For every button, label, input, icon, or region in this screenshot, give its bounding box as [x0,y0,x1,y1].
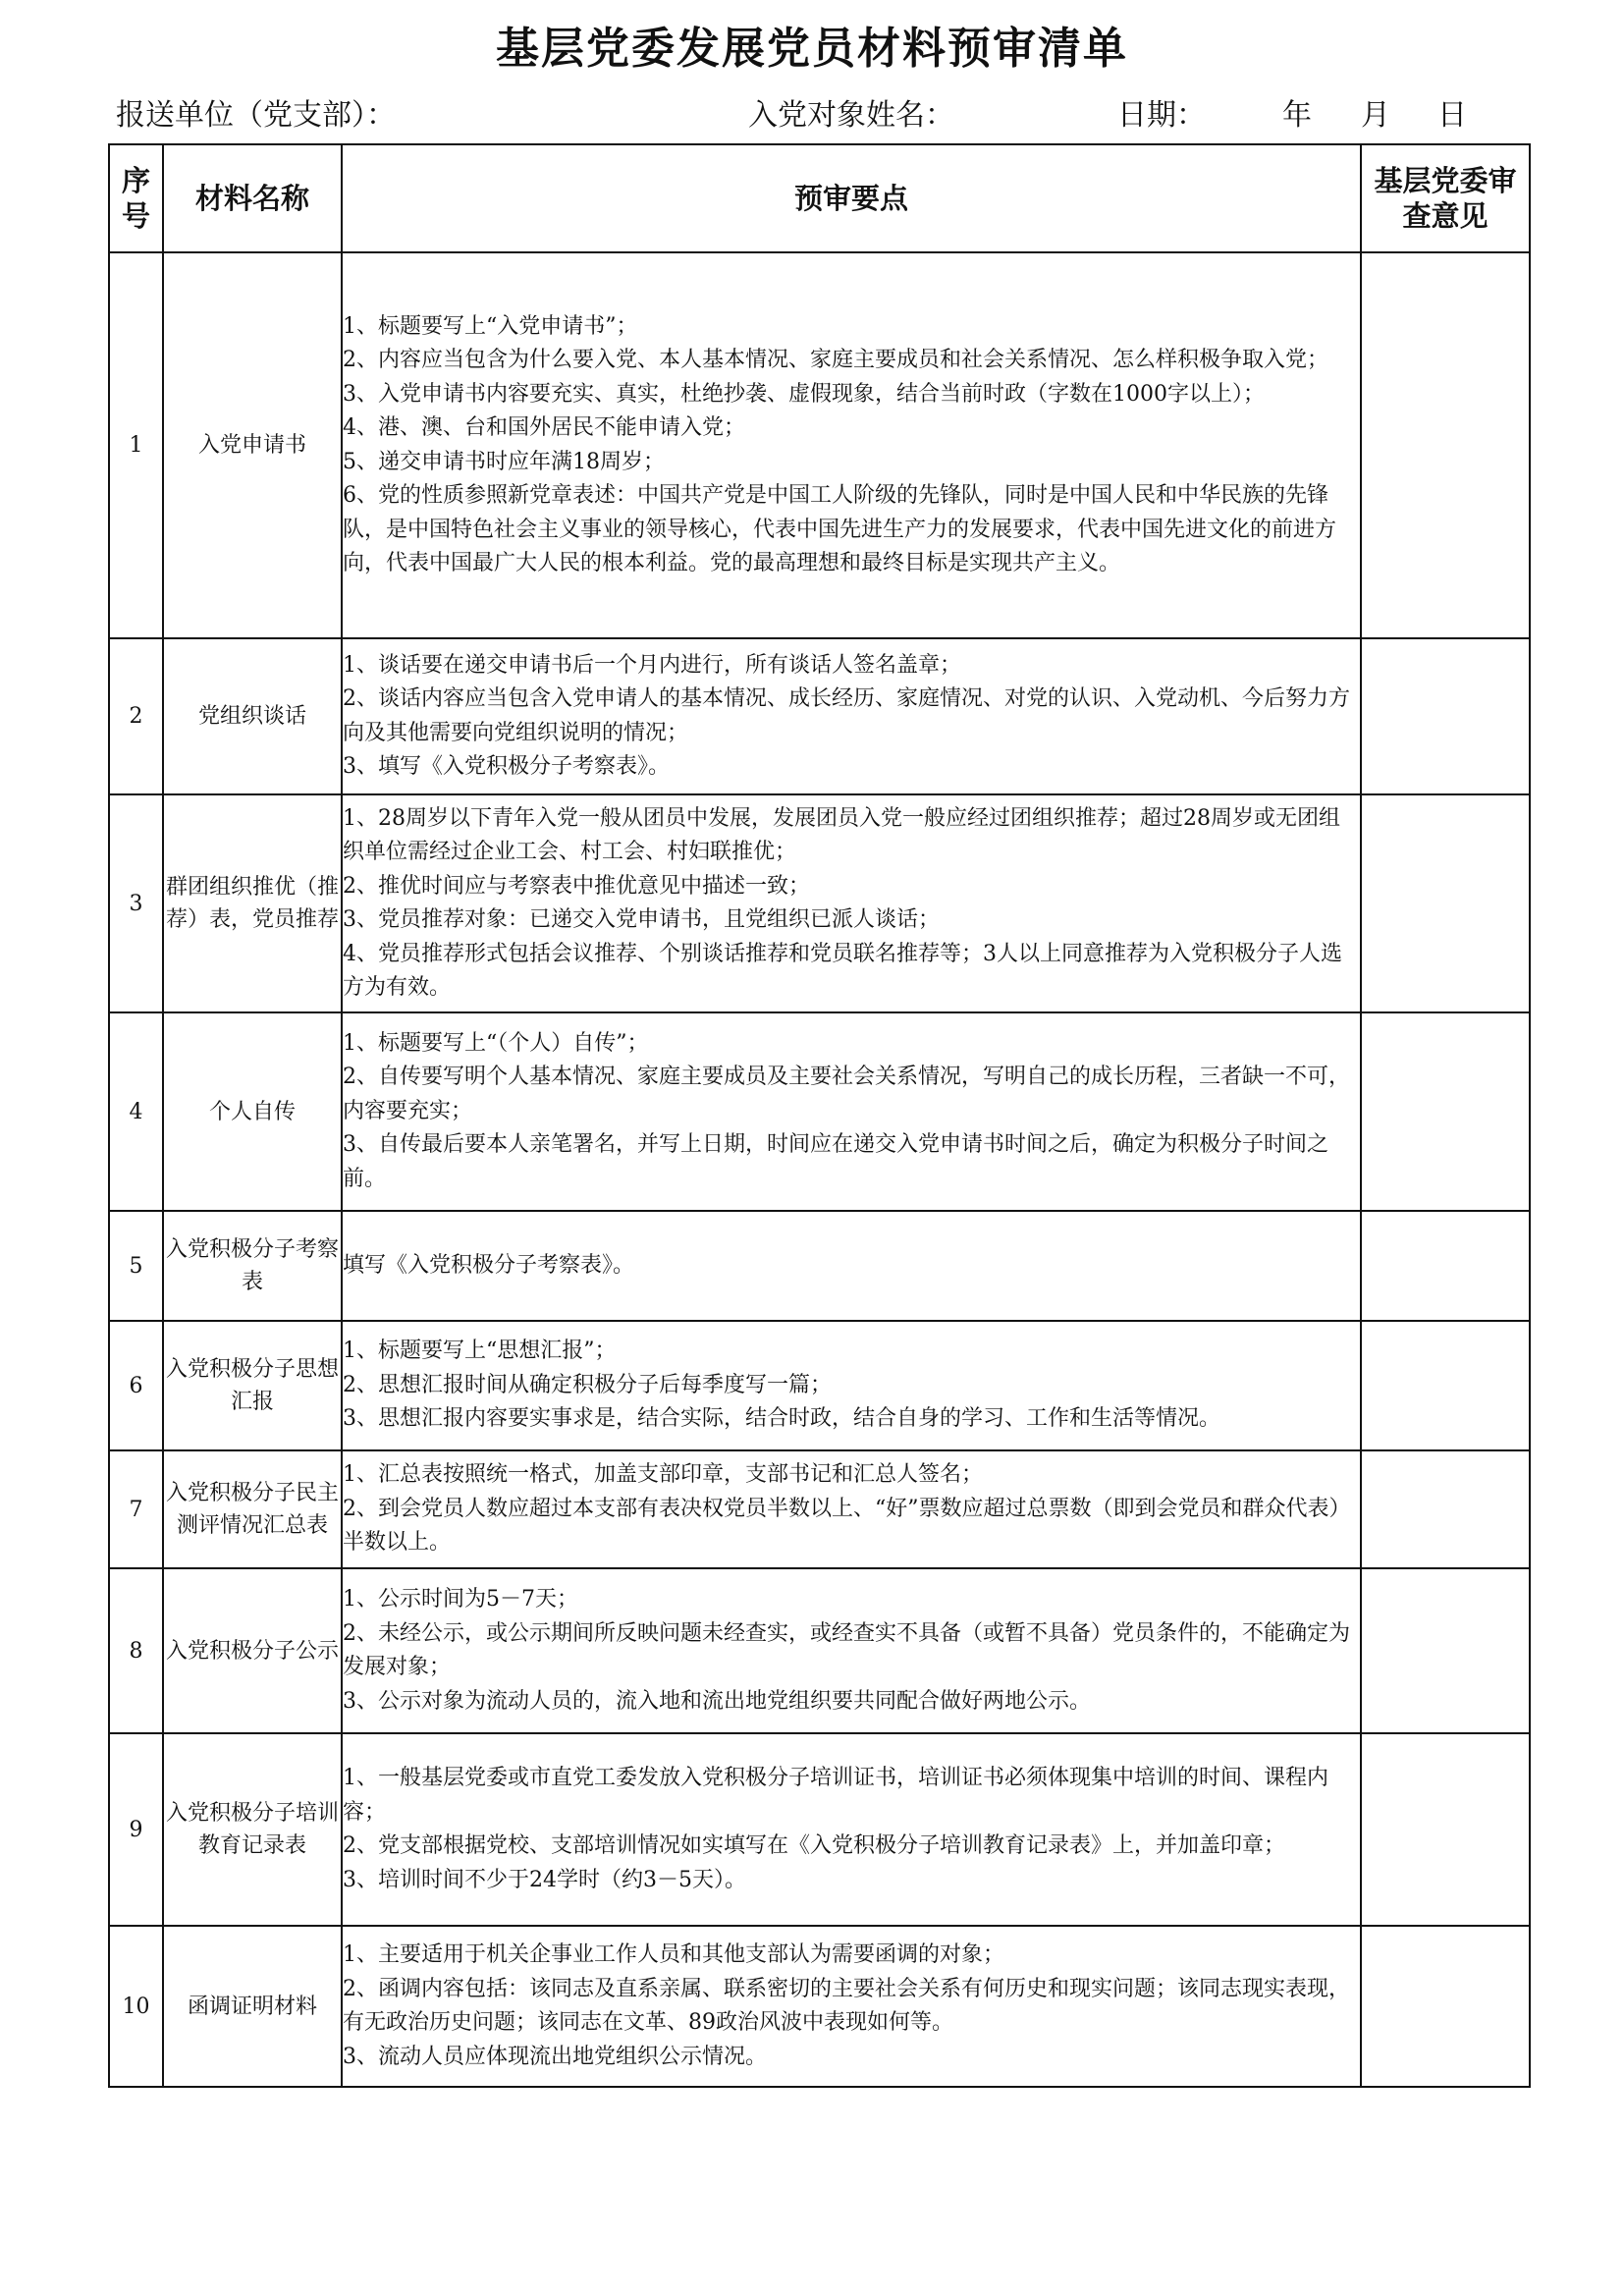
review-point-item: 2、自传要写明个人基本情况、家庭主要成员及主要社会关系情况，写明自己的成长历程，三者缺一不可，内容要充实； [343,1065,1351,1123]
review-points [342,794,1361,1012]
review-point-item: 1、公示时间为5－7天； [343,1587,578,1612]
review-points [342,1321,1361,1450]
review-point-item: 3、公示对象为流动人员的，流入地和流出地党组织要共同配合做好两地公示。 [343,1688,1091,1714]
committee-opinion-cell[interactable] [1361,638,1530,794]
row-number: 3 [109,794,163,1012]
committee-opinion-cell[interactable] [1361,1450,1530,1568]
candidate-name-label: 入党对象姓名： [748,98,954,133]
material-name: 入党积极分子公示 [163,1568,342,1733]
review-point-item: 1、标题要写上“（个人）自传”； [343,1030,649,1056]
table-header-row [109,144,1530,252]
table-row [109,1568,1530,1733]
review-points [342,1211,1361,1321]
material-name: 入党积极分子考察表 [163,1211,342,1321]
review-point-item: 1、标题要写上“入党申请书”； [343,313,638,339]
table-row [109,638,1530,794]
header-no: 序号 [109,144,163,252]
review-point-item: 6、党的性质参照新党章表述：中国共产党是中国工人阶级的先锋队，同时是中国人民和中华民族的先锋队，是中国特色社会主义事业的领导核心，代表中国先进生产力的发展要求，代表中国先进文化的前进方向，代表中国最广大人民的根本利益。党的最高理想和最终目标是实现共产主义。 [343,483,1337,575]
review-point-item: 3、填写《入党积极分子考察表》。 [343,754,670,779]
material-name: 入党积极分子培训教育记录表 [163,1733,342,1926]
table-row [109,1450,1530,1568]
review-point-item: 2、推优时间应与考察表中推优意见中描述一致； [343,873,810,899]
review-point-item: 3、流动人员应体现流出地党组织公示情况。 [343,2044,767,2069]
row-number: 7 [109,1450,163,1568]
review-points [342,1012,1361,1211]
day-label: 日 [1437,98,1467,133]
committee-opinion-cell[interactable] [1361,1211,1530,1321]
table-row [109,1012,1530,1211]
unit-label: 报送单位（党支部）： [116,98,396,133]
review-points [342,1568,1361,1733]
table-row [109,794,1530,1012]
row-number: 10 [109,1926,163,2087]
review-point-item: 2、党支部根据党校、支部培训情况如实填写在《入党积极分子培训教育记录表》上，并加盖印章； [343,1833,1286,1858]
review-point-item: 1、标题要写上“思想汇报”； [343,1339,617,1364]
review-point-item: 2、函调内容包括：该同志及直系亲属、联系密切的主要社会关系有何历史和现实问题；该同志现实表现，有无政治历史问题；该同志在文革、89政治风波中表现如何等。 [343,1976,1351,2035]
review-point-item: 4、港、澳、台和国外居民不能申请入党； [343,415,745,440]
review-point-item: 5、递交申请书时应年满18周岁； [343,449,665,474]
review-point-item: 2、未经公示，或公示期间所反映问题未经查实，或经查实不具备（或暂不具备）党员条件的，不能确定为发展对象； [343,1620,1351,1679]
material-name: 入党积极分子思想汇报 [163,1321,342,1450]
review-point-item: 1、主要适用于机关企事业工作人员和其他支部认为需要函调的对象； [343,1942,1004,1967]
header-material-name: 材料名称 [163,144,342,252]
month-label: 月 [1361,98,1390,133]
review-points [342,1450,1361,1568]
review-point-item: 3、自传最后要本人亲笔署名，并写上日期，时间应在递交入党申请书时间之后，确定为积极分子时间之前。 [343,1132,1329,1191]
review-point-item: 3、党员推荐对象：已递交入党申请书，且党组织已派人谈话； [343,907,940,932]
row-number: 9 [109,1733,163,1926]
review-point-item: 3、培训时间不少于24学时（约3－5天）。 [343,1867,746,1892]
material-name: 入党申请书 [163,252,342,638]
material-name: 函调证明材料 [163,1926,342,2087]
review-point-item: 1、汇总表按照统一格式，加盖支部印章，支部书记和汇总人签名； [343,1462,983,1488]
material-name: 群团组织推优（推荐）表，党员推荐 [163,794,342,1012]
row-number: 1 [109,252,163,638]
committee-opinion-cell[interactable] [1361,1568,1530,1733]
review-points [342,1926,1361,2087]
committee-opinion-cell[interactable] [1361,1321,1530,1450]
committee-opinion-cell[interactable] [1361,1926,1530,2087]
year-label: 年 [1282,98,1312,133]
review-point-item: 4、党员推荐形式包括会议推荐、个别谈话推荐和党员联名推荐等；3人以上同意推荐为入党积极分子人选方为有效。 [343,941,1342,1000]
row-number: 8 [109,1568,163,1733]
review-point-item: 2、思想汇报时间从确定积极分子后每季度写一篇； [343,1372,832,1397]
header-committee-opinion: 基层党委审查意见 [1361,144,1530,252]
material-name: 入党积极分子民主测评情况汇总表 [163,1450,342,1568]
review-point-item: 2、谈话内容应当包含入党申请人的基本情况、成长经历、家庭情况、对党的认识、入党动机、今后努力方向及其他需要向党组织说明的情况； [343,686,1351,745]
review-point-item: 3、思想汇报内容要实事求是，结合实际，结合时政，结合自身的学习、工作和生活等情况。 [343,1406,1221,1432]
table-row [109,1321,1530,1450]
review-point-item: 2、内容应当包含为什么要入党、本人基本情况、家庭主要成员和社会关系情况、怎么样积极争取入党； [343,348,1329,372]
row-number: 2 [109,638,163,794]
table-row [109,1733,1530,1926]
material-name: 个人自传 [163,1012,342,1211]
committee-opinion-cell[interactable] [1361,1012,1530,1211]
review-point-item: 1、一般基层党委或市直党工委发放入党积极分子培训证书，培训证书必须体现集中培训的时间、课程内容； [343,1766,1329,1825]
material-name: 党组织谈话 [163,638,342,794]
date-label: 日期： [1117,98,1206,133]
review-points [342,252,1361,638]
table-row [109,1211,1530,1321]
table-row [109,1926,1530,2087]
date-fields [1282,94,1467,137]
checklist-table [108,143,1531,2088]
row-number: 4 [109,1012,163,1211]
row-number: 6 [109,1321,163,1450]
committee-opinion-cell[interactable] [1361,794,1530,1012]
review-point-item: 1、28周岁以下青年入党一般从团员中发展，发展团员入党一般应经过团组织推荐；超过28周岁或无团组织单位需经过企业工会、村工会、村妇联推优； [343,805,1340,864]
review-points [342,638,1361,794]
committee-opinion-cell[interactable] [1361,252,1530,638]
table-row [109,252,1530,638]
review-points [342,1733,1361,1926]
header-review-points: 预审要点 [342,144,1361,252]
review-point-item: 1、谈话要在递交申请书后一个月内进行，所有谈话人签名盖章； [343,652,961,678]
page-title: 基层党委发展党员材料预审清单 [496,24,1128,74]
review-point-item: 填写《入党积极分子考察表》。 [343,1252,635,1278]
review-point-item: 2、到会党员人数应超过本支部有表决权党员半数以上、“好”票数应超过总票数（即到会党员和群众代表）半数以上。 [343,1496,1351,1556]
row-number: 5 [109,1211,163,1321]
committee-opinion-cell[interactable] [1361,1733,1530,1926]
review-point-item: 3、入党申请书内容要充实、真实，杜绝抄袭、虚假现象，结合当前时政（字数在1000字以上）； [343,381,1265,407]
